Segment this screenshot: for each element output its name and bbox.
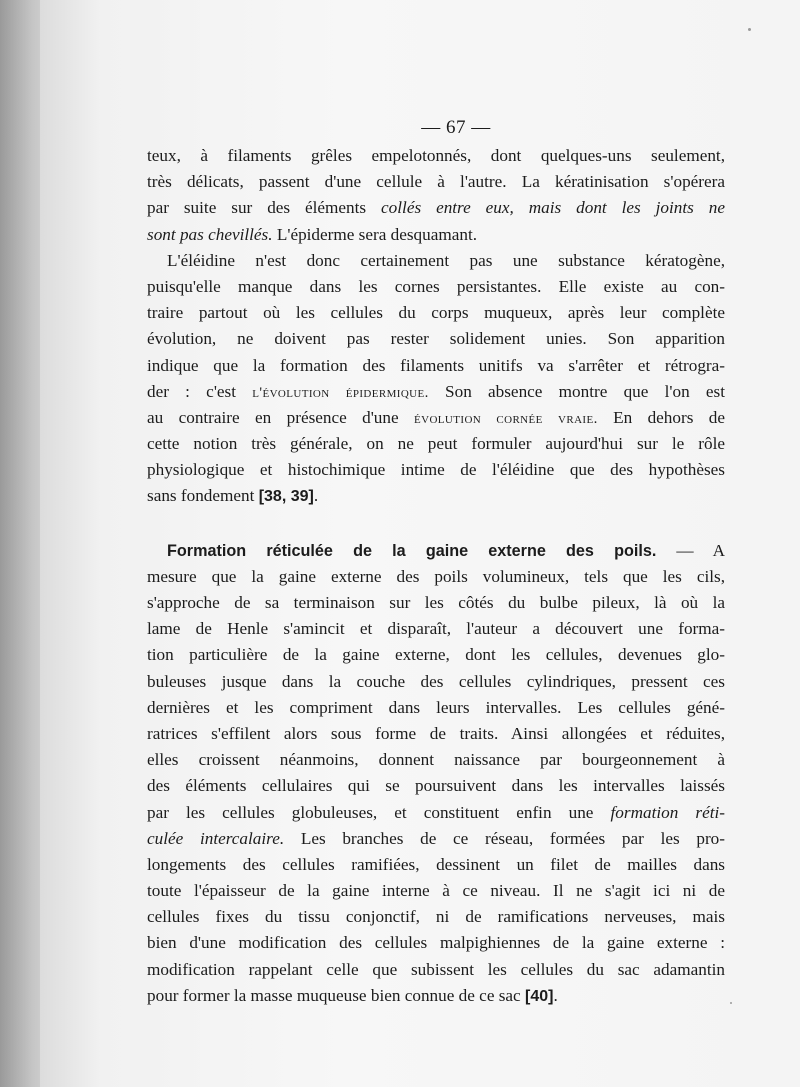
italic-emphasis: culée intercalaire.: [147, 828, 285, 848]
text-run: mesure que la gaine externe des poils volumineux, tels que les cils,: [147, 566, 725, 586]
text-run: évolution, ne doivent pas rester solidement unies. Son apparition: [147, 329, 725, 349]
text-line: [147, 669, 725, 695]
text-run: L'éléidine n'est donc certainement pas une substance kératogène,: [167, 250, 725, 270]
text-run: teux, à filaments grêles empelotonnés, dont quelques-uns seulement,: [147, 146, 725, 165]
text-run: s'approche de sa terminaison sur les côtés du bulbe pileux, là où la: [147, 593, 725, 612]
text-run: longements des cellules ramifiées, dessinent un filet de mailles dans: [147, 854, 725, 874]
text-run: Les branches de ce réseau, formées par les pro-: [284, 828, 726, 848]
text-run: par suite sur des éléments: [147, 198, 382, 218]
text-line: [147, 616, 725, 642]
text-line: [147, 300, 725, 326]
text-run: toute l'épaisseur de la gaine interne à ce niveau. Il ne s'agit ici ni de: [147, 881, 725, 901]
text-run: Son absence montre que l'on est: [428, 381, 725, 401]
paragraph: [147, 538, 725, 1009]
text-run: physiologique et histochimique intime de l'éléidine que des hypothèses: [147, 460, 725, 480]
text-run: cette notion très générale, on ne peut formuler aujourd'hui sur le rôle: [147, 434, 725, 454]
text-run: cellules fixes du tissu conjonctif, ni de ramifications nerveuses, mais: [147, 907, 725, 927]
text-line: [147, 642, 725, 668]
text-run: der : c'est: [147, 381, 253, 401]
text-run: .: [553, 985, 558, 1005]
text-run: très délicats, passent d'une cellule à l'autre. La kératinisation s'opérera: [147, 172, 725, 192]
page-content: [147, 113, 725, 1009]
text-line: [147, 353, 725, 379]
text-line: [147, 457, 725, 483]
text-line: [147, 431, 725, 457]
text-line: [147, 904, 725, 930]
italic-emphasis: collés entre eux, mais dont les joints ne: [381, 198, 725, 218]
page-number: — 67 —: [421, 117, 491, 138]
book-page: [40, 0, 800, 1087]
text-line: [147, 721, 725, 747]
text-line: [147, 773, 725, 799]
text-line: [147, 143, 725, 169]
paragraph: [147, 143, 725, 248]
reference-citation: [40]: [524, 987, 554, 1005]
paper-speck: [730, 1002, 732, 1004]
text-line: [147, 695, 725, 721]
text-line: [147, 538, 725, 564]
text-run: lame de Henle s'amincit et disparaît, l'auteur a découvert une forma-: [147, 619, 725, 639]
text-run: L'épiderme sera desquamant.: [272, 224, 478, 244]
text-run: indique que la formation des filaments unitifs va s'arrêter et rétrogra-: [147, 355, 725, 375]
text-run: .: [313, 486, 319, 506]
text-line: [147, 274, 725, 300]
text-line: [147, 564, 725, 590]
italic-emphasis: formation réti-: [610, 802, 725, 822]
text-line: [147, 483, 725, 509]
text-run: au contraire en présence d'une: [147, 407, 414, 427]
text-run: tion particulière de la gaine externe, dont les cellules, devenues glo-: [147, 645, 725, 665]
text-run: des éléments cellulaires qui se poursuivent dans les intervalles laissés: [147, 776, 725, 796]
text-run: elles croissent néanmoins, donnent naissance par bourgeonnement à: [147, 750, 725, 770]
text-run: par les cellules globuleuses, et constituent enfin une: [147, 802, 611, 822]
section-heading: Formation réticulée de la gaine externe des poils.: [167, 541, 657, 560]
italic-emphasis: sont pas chevillés.: [147, 224, 273, 244]
text-run: ratrices s'effilent alors sous forme de traits. Ainsi allongées et réduites,: [147, 723, 725, 743]
text-run: puisqu'elle manque dans les cornes persistantes. Elle existe au con-: [147, 276, 725, 296]
text-run: dernières et les compriment dans leurs intervalles. Les cellules géné-: [147, 697, 725, 717]
text-line: [147, 379, 725, 405]
text-line: [147, 957, 725, 983]
text-line: [147, 826, 725, 852]
small-caps-term: évolution cornée vraie.: [414, 410, 598, 427]
text-run: buleuses jusque dans la couche des cellules cylindriques, pressent ces: [147, 671, 725, 691]
text-body: [147, 143, 725, 1009]
text-line: [147, 248, 725, 274]
text-line: [147, 326, 725, 352]
text-line: [147, 930, 725, 956]
paper-speck: [748, 28, 751, 31]
text-line: [147, 405, 725, 431]
text-run: bien d'une modification des cellules malpighiennes de la gaine externe :: [147, 933, 725, 953]
text-line: [147, 852, 725, 878]
text-line: [147, 222, 725, 248]
paragraph: [147, 248, 725, 510]
text-line: [147, 878, 725, 904]
text-run: — A: [656, 540, 725, 560]
text-line: [147, 747, 725, 773]
text-line: [147, 983, 725, 1009]
text-run: pour former la masse muqueuse bien connue de ce sac: [147, 985, 525, 1005]
text-line: [147, 590, 725, 616]
text-line: [147, 195, 725, 221]
text-run: En dehors de: [597, 407, 725, 427]
text-run: sans fondement: [147, 486, 259, 506]
text-line: [147, 169, 725, 195]
reference-citation: [38, 39]: [258, 488, 314, 506]
text-run: modification rappelant celle que subissent les cellules du sac adamantin: [147, 959, 725, 979]
text-line: [147, 800, 725, 826]
small-caps-term: l'évolution épidermique.: [252, 384, 429, 401]
text-run: traire partout où les cellules du corps muqueux, après leur complète: [147, 303, 725, 323]
paragraph-gap: [147, 510, 725, 538]
